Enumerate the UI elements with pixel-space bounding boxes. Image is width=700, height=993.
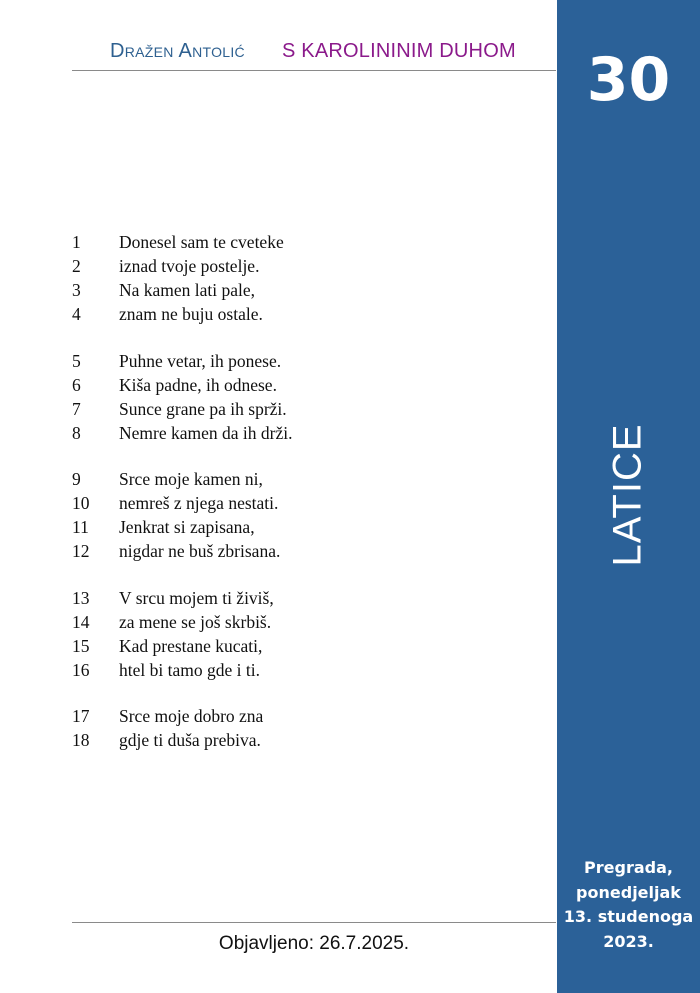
- line-number: 1: [72, 232, 81, 252]
- sidebar: [557, 0, 700, 993]
- stanza: [72, 704, 292, 752]
- poem-line: [72, 230, 292, 254]
- poem-line: [72, 539, 292, 563]
- line-text: Sunce grane pa ih sprži.: [119, 398, 287, 419]
- line-text: iznad tvoje postelje.: [119, 256, 260, 276]
- line-text: Kiša padne, ih odnese.: [119, 374, 277, 395]
- stanza: [72, 467, 292, 563]
- line-text: Na kamen lati pale,: [119, 280, 256, 300]
- poem-line: [72, 728, 292, 752]
- line-text: gdje ti duša prebiva.: [119, 730, 261, 750]
- poem-body: [72, 230, 292, 775]
- line-text: za mene se još skrbiš.: [119, 611, 272, 632]
- line-text: Donesel sam te cveteke: [119, 232, 284, 252]
- line-number: 17: [72, 706, 90, 726]
- poem-line: [72, 586, 292, 610]
- poem-line: [72, 491, 292, 515]
- poem-line: [72, 467, 292, 491]
- line-number: 2: [72, 256, 81, 276]
- line-text: nigdar ne buš zbrisana.: [119, 541, 281, 561]
- published-date: Objavljeno: 26.7.2025.: [218, 933, 410, 954]
- line-number: 11: [72, 517, 89, 537]
- line-number: 8: [72, 422, 81, 443]
- line-number: 5: [72, 350, 81, 371]
- poem-line: [72, 278, 292, 302]
- line-text: Jenkrat si zapisana,: [119, 517, 255, 537]
- place-date-line: ponedjeljak: [576, 882, 681, 902]
- line-text: Srce moje kamen ni,: [119, 469, 263, 489]
- poem-line: [72, 349, 292, 373]
- line-number: 18: [72, 730, 90, 750]
- poem-line: [72, 397, 292, 421]
- line-number: 3: [72, 280, 81, 300]
- book-title: S KAROLININIM DUHOM: [282, 40, 516, 62]
- line-number: 6: [72, 374, 81, 395]
- line-number: 15: [72, 635, 90, 656]
- author-name: Dražen Antolić: [110, 40, 245, 62]
- place-date-line: 13. studenoga: [563, 907, 694, 926]
- line-number: 9: [72, 469, 81, 489]
- line-number: 7: [72, 398, 81, 419]
- poem-line: [72, 515, 292, 539]
- line-text: V srcu mojem ti živiš,: [119, 587, 274, 608]
- line-number: 12: [72, 541, 90, 561]
- poem-number: 30: [586, 45, 671, 115]
- page-header: [72, 36, 556, 71]
- line-text: Kad prestane kucati,: [119, 635, 263, 656]
- poem-title: LATICE: [605, 423, 650, 567]
- line-text: Nemre kamen da ih drži.: [119, 422, 293, 443]
- poem-line: [72, 704, 292, 728]
- line-text: htel bi tamo gde i ti.: [119, 659, 260, 680]
- place-date: [557, 856, 700, 954]
- line-number: 13: [72, 587, 90, 608]
- line-text: Puhne vetar, ih ponese.: [119, 350, 282, 371]
- line-text: nemreš z njega nestati.: [119, 493, 279, 513]
- page-footer: [72, 922, 556, 954]
- line-number: 16: [72, 659, 90, 680]
- poem-line: [72, 421, 292, 445]
- line-number: 4: [72, 304, 81, 324]
- poem-line: [72, 634, 292, 658]
- stanza: [72, 349, 292, 445]
- stanza: [72, 230, 292, 326]
- line-number: 10: [72, 493, 90, 513]
- poem-line: [72, 610, 292, 634]
- line-text: znam ne buju ostale.: [119, 304, 263, 324]
- line-text: Srce moje dobro zna: [119, 706, 264, 726]
- poem-line: [72, 373, 292, 397]
- poem-line: [72, 658, 292, 682]
- poem-line: [72, 254, 292, 278]
- stanza: [72, 586, 292, 682]
- place-date-line: Pregrada,: [584, 858, 673, 877]
- line-number: 14: [72, 611, 90, 632]
- place-date-line: 2023.: [603, 931, 654, 951]
- poem-line: [72, 302, 292, 326]
